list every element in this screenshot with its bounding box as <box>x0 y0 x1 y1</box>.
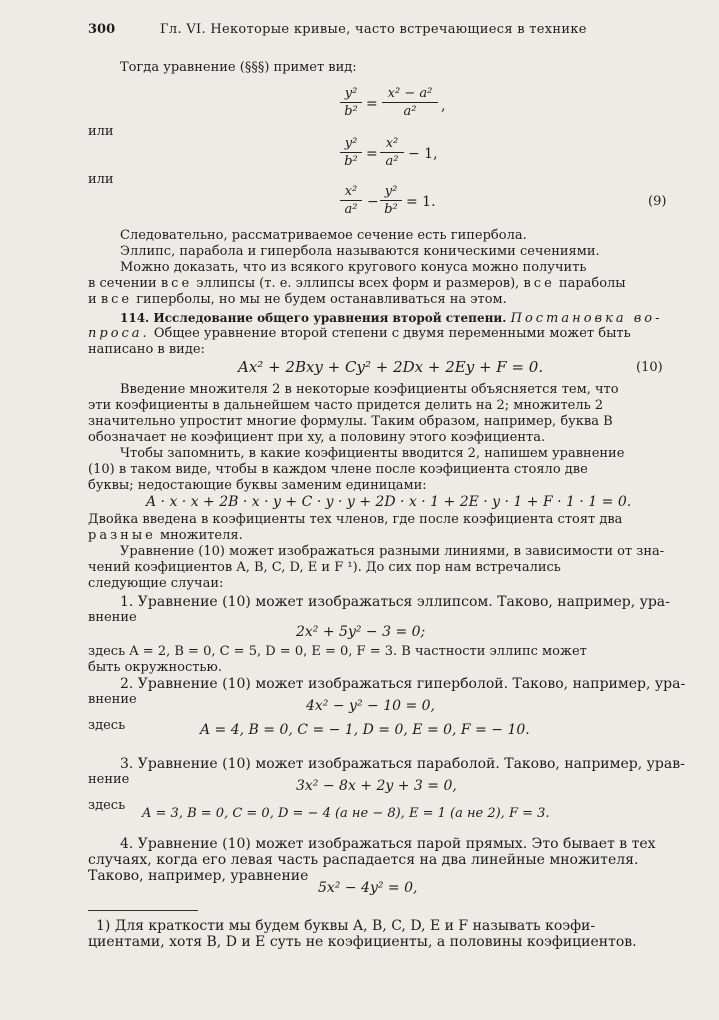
text-line: случаях, когда его левая часть распадается на два линейные множителя. <box>88 852 639 868</box>
equation-tail: = 1. <box>406 194 436 210</box>
text-line: 3. Уравнение (10) может изображаться параболой. Таково, например, урав- <box>120 756 685 772</box>
equation-number: (10) <box>636 360 663 375</box>
fraction: y² b² <box>340 86 362 119</box>
text-line: буквы; недостающие буквы заменим единицами: <box>88 478 427 493</box>
text-line: 2. Уравнение (10) может изображаться гиперболой. Таково, например, ура- <box>120 676 686 692</box>
text-line: разные множителя. <box>88 528 243 543</box>
coefficient-list: A = 3, B = 0, C = 0, D = − 4 (а не − 8), E = 1 (а не 2), F = 3. <box>142 806 550 821</box>
equation-tail: − 1, <box>408 146 438 162</box>
comma: , <box>441 98 446 114</box>
fraction: x² a² <box>340 184 362 217</box>
minus-sign: − <box>367 194 379 210</box>
text-line: обозначает не коэфициент при xy, а половину этого коэфициента. <box>88 430 546 445</box>
section-heading-line: 114. Исследование общего уравнения второй степени. Постановка во- <box>120 311 663 326</box>
text-line: чений коэфициентов A, B, C, D, E и F ¹). До сих пор нам встречались <box>88 560 561 575</box>
general-equation: Ax² + 2Bxy + Cy² + 2Dx + 2Ey + F = 0. <box>238 358 544 376</box>
equals-sign: = <box>366 96 378 112</box>
text-line: внение <box>88 692 137 707</box>
example-equation: 3x² − 8x + 2y + 3 = 0, <box>296 778 457 794</box>
text-line: 1. Уравнение (10) может изображаться эллипсом. Таково, например, ура- <box>120 594 670 610</box>
text-line: Следовательно, рассматриваемое сечение есть гипербола. <box>120 228 527 243</box>
footnote-divider <box>88 910 198 911</box>
fraction: y² b² <box>340 136 362 169</box>
running-title: Гл. VI. Некоторые кривые, часто встречающиеся в технике <box>160 22 587 37</box>
footnote-line: циентами, хотя B, D и E суть не коэфициенты, а половины коэфициентов. <box>88 934 637 950</box>
text-line: Двойка введена в коэфициенты тех членов, где после коэфициента стоят два <box>88 512 623 527</box>
text-line: и все гиперболы, но мы не будем останавливаться на этом. <box>88 292 507 307</box>
text-line: внение <box>88 610 137 625</box>
example-equation: 5x² − 4y² = 0, <box>318 880 418 896</box>
text-line: в сечении все эллипсы (т. е. эллипсы всех форм и размеров), все параболы <box>88 276 626 291</box>
fraction: x² a² <box>380 136 404 169</box>
coefficient-list: A = 4, B = 0, C = − 1, D = 0, E = 0, F = − 10. <box>200 722 530 738</box>
section-heading: 114. Исследование общего уравнения второй степени. <box>120 311 507 325</box>
equals-sign: = <box>366 146 378 162</box>
text-line: значительно упростит многие формулы. Таким образом, например, буква B <box>88 414 613 429</box>
page-number: 300 <box>88 22 116 37</box>
text-line: Таково, например, уравнение <box>88 868 309 884</box>
example-equation: 4x² − y² − 10 = 0, <box>306 698 436 714</box>
text-line: следующие случаи: <box>88 576 224 591</box>
text-line: 4. Уравнение (10) может изображаться парой прямых. Это бывает в тех <box>120 836 656 852</box>
text-line: написано в виде: <box>88 342 205 357</box>
text-line: Тогда уравнение (§§§) примет вид: <box>120 60 357 75</box>
fraction: y² b² <box>380 184 402 217</box>
fraction: x² − a² a² <box>382 86 438 119</box>
text-line: проса. Общее уравнение второй степени с двумя переменными может быть <box>88 326 631 341</box>
text-line: Уравнение (10) может изображаться разными линиями, в зависимости от зна- <box>120 544 665 559</box>
text-line: Введение множителя 2 в некоторые коэфициенты объясняется тем, что <box>120 382 619 397</box>
text-line: эти коэфициенты в дальнейшем часто придется делить на 2; множитель 2 <box>88 398 604 413</box>
text-line: здесь <box>88 718 126 733</box>
expanded-equation: A · x · x + 2B · x · y + C · y · y + 2D · x · 1 + 2E · y · 1 + F · 1 · 1 = 0. <box>146 494 632 510</box>
text-line: Эллипс, парабола и гипербола называются коническими сечениями. <box>120 244 600 259</box>
text-line: быть окружностью. <box>88 660 222 675</box>
example-equation: 2x² + 5y² − 3 = 0; <box>296 624 426 640</box>
text-line: Можно доказать, что из всякого кругового конуса можно получить <box>120 260 587 275</box>
text-line: (10) в таком виде, чтобы в каждом члене после коэфициента стояло две <box>88 462 588 477</box>
text-line: Чтобы запомнить, в какие коэфициенты вводится 2, напишем уравнение <box>120 446 625 461</box>
text-line: нение <box>88 772 130 787</box>
text-line: или <box>88 172 114 187</box>
text-line: здесь A = 2, B = 0, C = 5, D = 0, E = 0, F = 3. В частности эллипс может <box>88 644 587 659</box>
footnote-line: 1) Для краткости мы будем буквы A, B, C, D, E и F называть коэфи- <box>96 918 596 934</box>
equation-number: (9) <box>648 194 667 209</box>
text-line: здесь <box>88 798 126 813</box>
text-line: или <box>88 124 114 139</box>
